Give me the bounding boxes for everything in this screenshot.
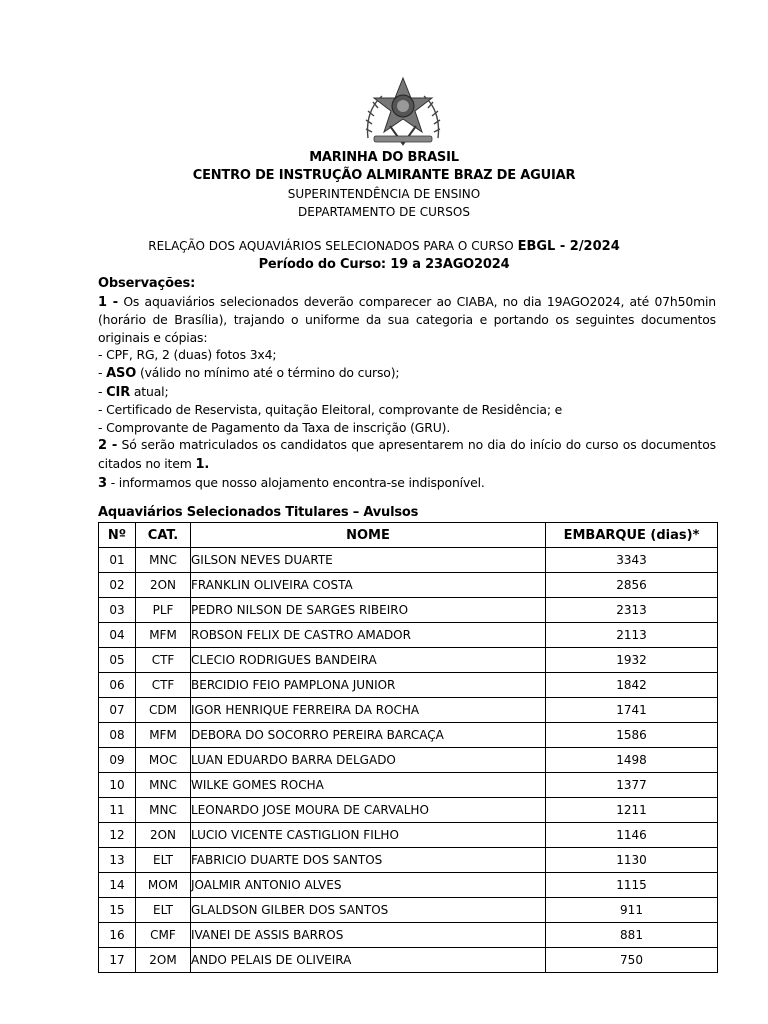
cell-number: 16 bbox=[99, 923, 136, 948]
cell-embark-days: 1146 bbox=[546, 823, 718, 848]
cell-name: FRANKLIN OLIVEIRA COSTA bbox=[191, 573, 546, 598]
cell-name: LUCIO VICENTE CASTIGLION FILHO bbox=[191, 823, 546, 848]
cell-number: 03 bbox=[99, 598, 136, 623]
cell-name: LEONARDO JOSE MOURA DE CARVALHO bbox=[191, 798, 546, 823]
cell-number: 17 bbox=[99, 948, 136, 973]
cell-name: JOALMIR ANTONIO ALVES bbox=[191, 873, 546, 898]
table-row bbox=[99, 873, 718, 898]
required-doc: - ASO (válido no mínimo até o término do curso); bbox=[98, 364, 400, 381]
cell-category: CTF bbox=[136, 648, 191, 673]
cell-name: ROBSON FELIX DE CASTRO AMADOR bbox=[191, 623, 546, 648]
cell-name: ANDO PELAIS DE OLIVEIRA bbox=[191, 948, 546, 973]
org-name: MARINHA DO BRASIL bbox=[309, 150, 459, 165]
cell-category: MFM bbox=[136, 723, 191, 748]
cell-category: MFM bbox=[136, 623, 191, 648]
center-name: CENTRO DE INSTRUÇÃO ALMIRANTE BRAZ DE AGUIAR bbox=[192, 168, 576, 183]
cell-name: FABRICIO DUARTE DOS SANTOS bbox=[191, 848, 546, 873]
observation-item-1 bbox=[98, 293, 716, 347]
cell-number: 13 bbox=[99, 848, 136, 873]
header-name: NOME bbox=[191, 523, 546, 548]
cell-category: MNC bbox=[136, 798, 191, 823]
table-row bbox=[99, 698, 718, 723]
table-header-row bbox=[99, 523, 718, 548]
cell-category: MNC bbox=[136, 548, 191, 573]
cell-number: 05 bbox=[99, 648, 136, 673]
cell-category: ELT bbox=[136, 898, 191, 923]
required-doc: - CPF, RG, 2 (duas) fotos 3x4; bbox=[98, 347, 277, 363]
item-text: Só serão matriculados os candidatos que apresentarem no dia do início do curso os documentos citados no item bbox=[98, 437, 716, 471]
cell-name: WILKE GOMES ROCHA bbox=[191, 773, 546, 798]
cell-embark-days: 2313 bbox=[546, 598, 718, 623]
cell-name: IVANEI DE ASSIS BARROS bbox=[191, 923, 546, 948]
table-row bbox=[99, 723, 718, 748]
table-row bbox=[99, 948, 718, 973]
cell-embark-days: 1211 bbox=[546, 798, 718, 823]
cell-category: 2ON bbox=[136, 573, 191, 598]
observation-item-2 bbox=[98, 436, 716, 473]
cell-embark-days: 881 bbox=[546, 923, 718, 948]
required-doc: - Certificado de Reservista, quitação Eleitoral, comprovante de Residência; e bbox=[98, 402, 563, 418]
cell-embark-days: 1130 bbox=[546, 848, 718, 873]
header-num: Nº bbox=[99, 523, 136, 548]
item-text: - informamos que nosso alojamento encontra-se indisponível. bbox=[106, 474, 485, 490]
observations-title: Observações: bbox=[98, 276, 196, 291]
course-period: Período do Curso: 19 a 23AGO2024 bbox=[258, 257, 510, 272]
table-row bbox=[99, 748, 718, 773]
table-row bbox=[99, 573, 718, 598]
cell-embark-days: 750 bbox=[546, 948, 718, 973]
required-doc: - CIR atual; bbox=[98, 383, 169, 400]
cell-number: 07 bbox=[99, 698, 136, 723]
cell-number: 14 bbox=[99, 873, 136, 898]
cell-name: LUAN EDUARDO BARRA DELGADO bbox=[191, 748, 546, 773]
cell-number: 04 bbox=[99, 623, 136, 648]
table-row bbox=[99, 598, 718, 623]
cell-category: MOC bbox=[136, 748, 191, 773]
cell-embark-days: 1377 bbox=[546, 773, 718, 798]
observations bbox=[98, 275, 716, 492]
item-number: 2 - bbox=[98, 438, 118, 454]
superintendency: SUPERINTENDÊNCIA DE ENSINO bbox=[287, 187, 481, 201]
cell-number: 09 bbox=[99, 748, 136, 773]
table-row bbox=[99, 623, 718, 648]
cell-name: IGOR HENRIQUE FERREIRA DA ROCHA bbox=[191, 698, 546, 723]
table-row bbox=[99, 773, 718, 798]
cell-embark-days: 2113 bbox=[546, 623, 718, 648]
cell-name: GLALDSON GILBER DOS SANTOS bbox=[191, 898, 546, 923]
cell-name: PEDRO NILSON DE SARGES RIBEIRO bbox=[191, 598, 546, 623]
cell-number: 08 bbox=[99, 723, 136, 748]
relation-line bbox=[0, 239, 768, 254]
cell-number: 01 bbox=[99, 548, 136, 573]
table-row bbox=[99, 798, 718, 823]
table-title: Aquaviários Selecionados Titulares – Avulsos bbox=[98, 505, 419, 520]
cell-embark-days: 911 bbox=[546, 898, 718, 923]
selected-sailors-table bbox=[98, 522, 718, 973]
cell-embark-days: 1115 bbox=[546, 873, 718, 898]
cell-name: GILSON NEVES DUARTE bbox=[191, 548, 546, 573]
cell-number: 12 bbox=[99, 823, 136, 848]
required-doc: - Comprovante de Pagamento da Taxa de inscrição (GRU). bbox=[98, 419, 451, 435]
table-row bbox=[99, 898, 718, 923]
observation-item-3 bbox=[98, 474, 716, 493]
cell-number: 10 bbox=[99, 773, 136, 798]
cell-category: 2OM bbox=[136, 948, 191, 973]
cell-name: CLECIO RODRIGUES BANDEIRA bbox=[191, 648, 546, 673]
course-code: EBGL - 2/2024 bbox=[517, 239, 620, 254]
cell-name: BERCIDIO FEIO PAMPLONA JUNIOR bbox=[191, 673, 546, 698]
cell-category: CTF bbox=[136, 673, 191, 698]
header-embark: EMBARQUE (dias)* bbox=[546, 523, 718, 548]
brazil-coat-of-arms-icon bbox=[360, 76, 446, 146]
cell-category: CDM bbox=[136, 698, 191, 723]
item-number: 3 bbox=[98, 475, 107, 491]
cell-embark-days: 1842 bbox=[546, 673, 718, 698]
cell-category: 2ON bbox=[136, 823, 191, 848]
table-row bbox=[99, 848, 718, 873]
cell-number: 11 bbox=[99, 798, 136, 823]
table-row bbox=[99, 648, 718, 673]
header-cat: CAT. bbox=[136, 523, 191, 548]
cell-number: 06 bbox=[99, 673, 136, 698]
cell-number: 15 bbox=[99, 898, 136, 923]
department: DEPARTAMENTO DE CURSOS bbox=[298, 205, 470, 219]
item-number: 1 - bbox=[98, 294, 119, 310]
item-ref: 1. bbox=[195, 456, 210, 472]
cell-embark-days: 1932 bbox=[546, 648, 718, 673]
table-row bbox=[99, 673, 718, 698]
cell-category: MOM bbox=[136, 873, 191, 898]
cell-name: DEBORA DO SOCORRO PEREIRA BARCAÇA bbox=[191, 723, 546, 748]
cell-embark-days: 1586 bbox=[546, 723, 718, 748]
table-row bbox=[99, 923, 718, 948]
cell-number: 02 bbox=[99, 573, 136, 598]
cell-embark-days: 3343 bbox=[546, 548, 718, 573]
table-row bbox=[99, 823, 718, 848]
cell-embark-days: 2856 bbox=[546, 573, 718, 598]
cell-embark-days: 1498 bbox=[546, 748, 718, 773]
table-row bbox=[99, 548, 718, 573]
relation-prefix: RELAÇÃO DOS AQUAVIÁRIOS SELECIONADOS PARA O CURSO bbox=[148, 239, 518, 253]
cell-category: MNC bbox=[136, 773, 191, 798]
cell-category: PLF bbox=[136, 598, 191, 623]
cell-embark-days: 1741 bbox=[546, 698, 718, 723]
cell-category: ELT bbox=[136, 848, 191, 873]
item-text: Os aquaviários selecionados deverão comparecer ao CIABA, no dia 19AGO2024, até 07h50min (horário de Brasília), trajando o uniforme da sua categoria e portando os seguintes documentos originais e cópias: bbox=[98, 293, 716, 345]
cell-category: CMF bbox=[136, 923, 191, 948]
